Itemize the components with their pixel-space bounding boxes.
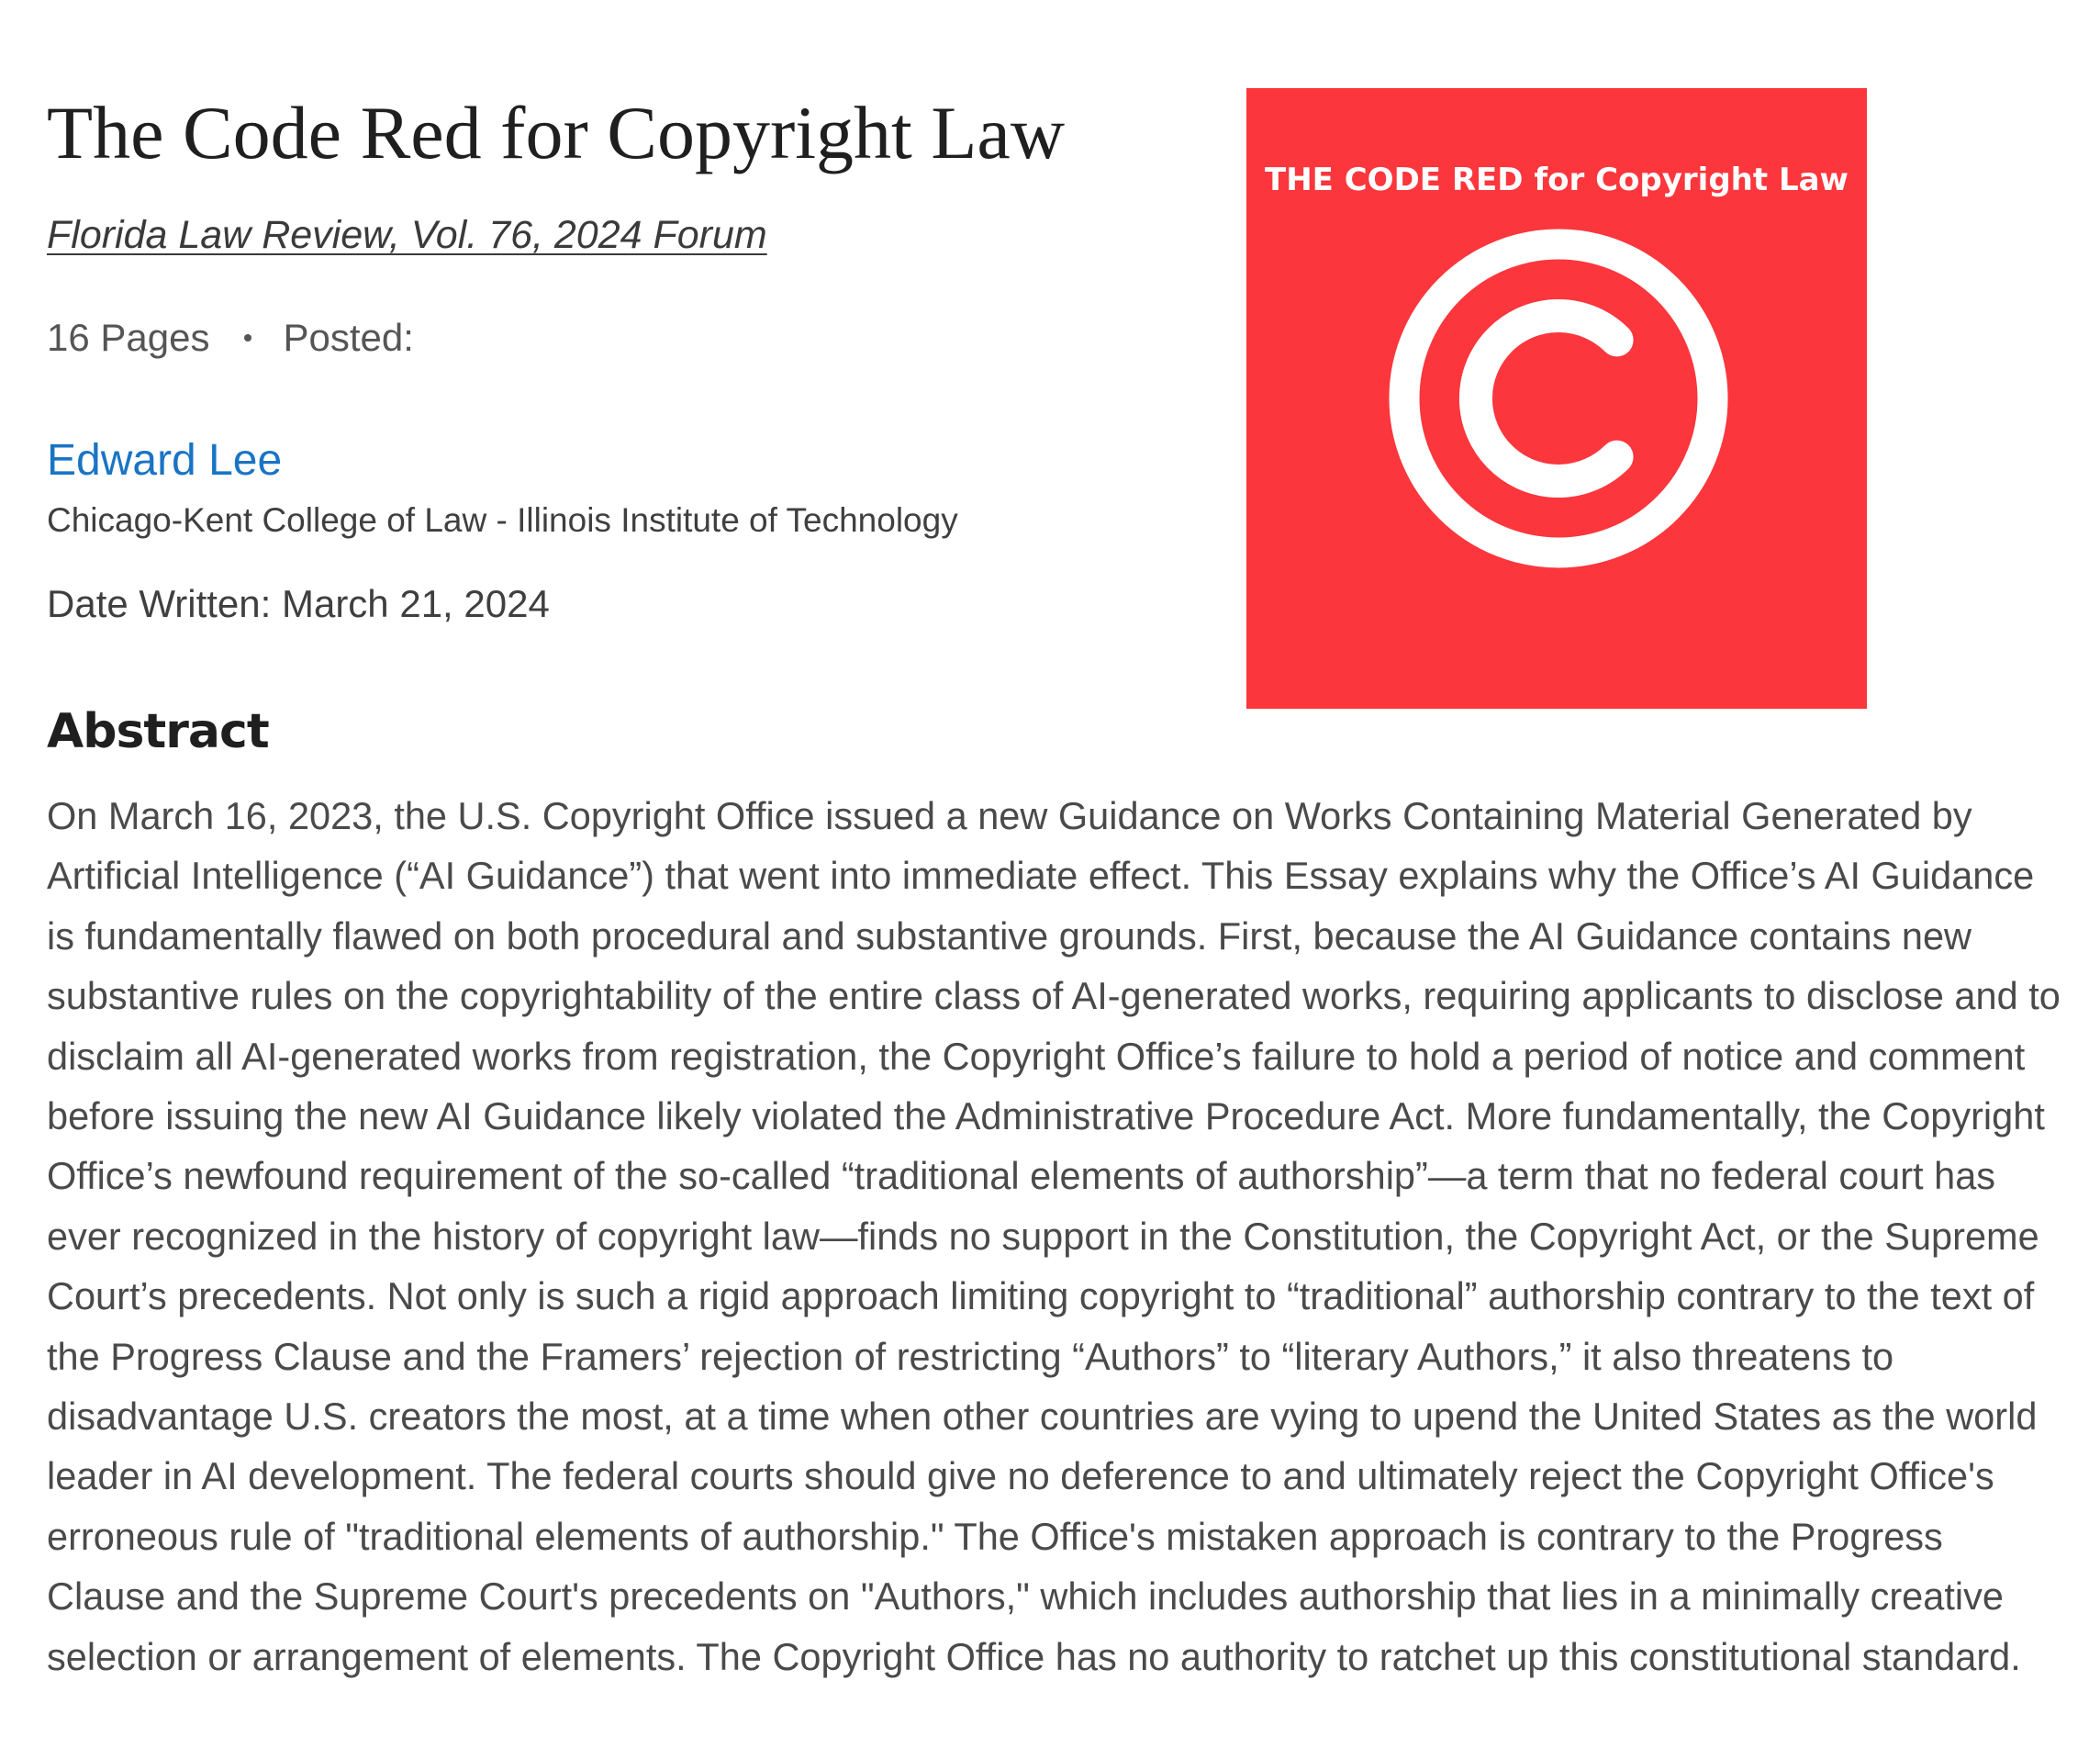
journal-link[interactable]: Florida Law Review, Vol. 76, 2024 Forum: [47, 213, 767, 257]
page-count: 16 Pages: [47, 316, 210, 359]
paper-title: The Code Red for Copyright Law: [47, 91, 1066, 174]
paper-meta: [47, 312, 414, 364]
copyright-icon: [1384, 224, 1733, 573]
cover-image: [1246, 88, 1867, 709]
posted-label: Posted:: [283, 316, 414, 359]
abstract-text: On March 16, 2023, the U.S. Copyright Office issued a new Guidance on Works Containing Material Generated by Artificial Intelligence (“AI Guidance”) that went into immediate effect. This Essay explains why the Office’s AI Guidance is fundamentally flawed on both procedural and substantive grounds. First, because the AI Guidance contains new substantive rules on the copyrightability of the entire class of AI-generated works, requiring applicants to disclose and to disclaim all AI-generated works from registration, the Copyright Office’s failure to hold a period of notice and comment before issuing the new AI Guidance likely violated the Administrative Procedure Act. More fundamentally, the Copyright Office’s newfound requirement of the so-called “traditional elements of authorship”—a term that no federal court has ever recognized in the history of copyright law—finds no support in the Constitution, the Copyright Act, or the Supreme Court’s precedents. Not only is such a rigid approach limiting copyright to “traditional” authorship contrary to the text of the Progress Clause and the Framers’ rejection of restricting “Authors” to “literary Authors,” it also threatens to disadvantage U.S. creators the most, at a time when other countries are vying to upend the United States as the world leader in AI development. The federal courts should give no deference to and ultimately reject the Copyright Office's erroneous rule of "traditional elements of authorship." The Office's mistaken approach is contrary to the Progress Clause and the Supreme Court's precedents on "Authors," which includes authorship that lies in a minimally creative selection or arrangement of elements. The Copyright Office has no authority to ratchet up this constitutional standard.: [47, 794, 2061, 1678]
separator-dot: [244, 334, 251, 342]
author-affiliation: Chicago-Kent College of Law - Illinois Institute of Technology: [47, 501, 958, 539]
date-written: Date Written: March 21, 2024: [47, 582, 550, 625]
cover-title: THE CODE RED for Copyright Law: [1265, 162, 1849, 198]
abstract-heading: Abstract: [47, 704, 269, 759]
author-link[interactable]: Edward Lee: [47, 436, 283, 485]
